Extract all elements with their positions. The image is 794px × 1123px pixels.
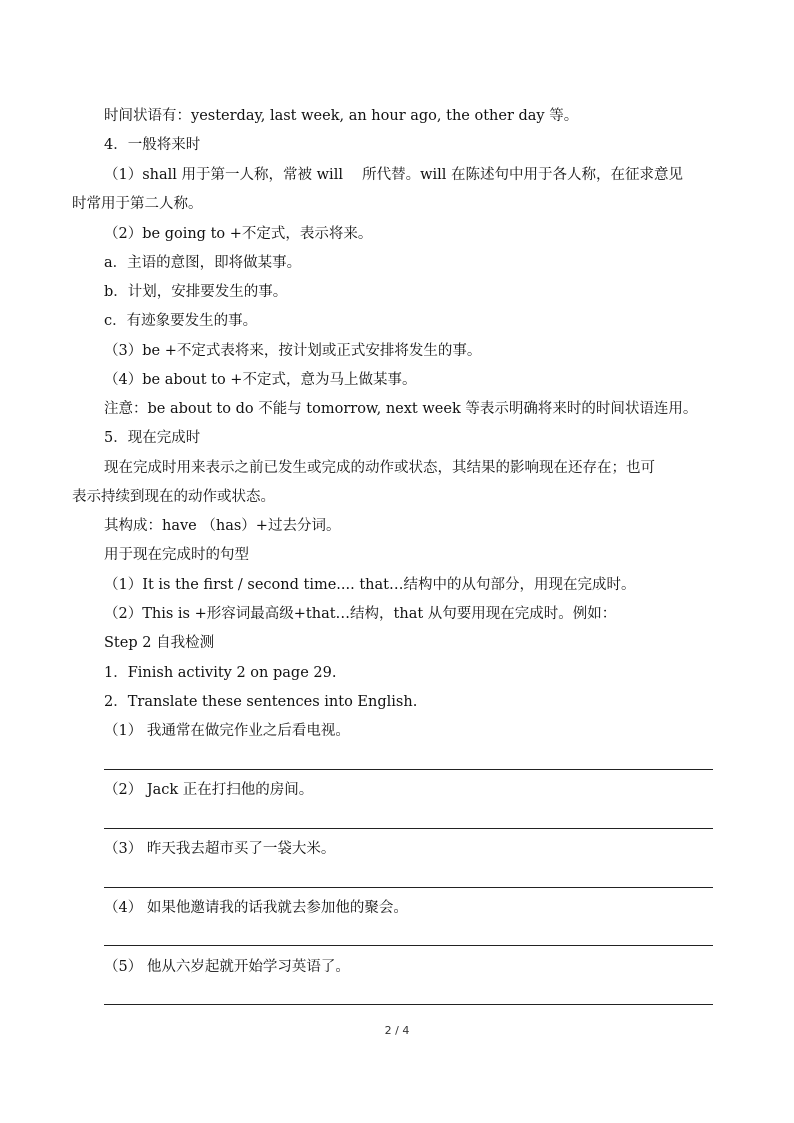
text-line: a．主语的意图，即将做某事。 (104, 255, 302, 271)
text-line: 现在完成时用来表示之前已发生或完成的动作或状态，其结果的影响现在还存在；也可 (104, 460, 655, 476)
answer-line[interactable] (104, 769, 713, 770)
text-line: c．有迹象要发生的事。 (104, 313, 258, 329)
text-line: 2．Translate these sentences into English. (104, 694, 418, 710)
text-line: 其构成：have （has）+过去分词。 (104, 518, 341, 534)
text-line: b．计划，安排要发生的事。 (104, 284, 288, 300)
section-heading: 5．现在完成时 (104, 430, 201, 446)
exercise-item: （1） 我通常在做完作业之后看电视。 (104, 723, 350, 739)
text-line: 用于现在完成时的句型 (104, 547, 249, 563)
note-line: 注意：be about to do 不能与 tomorrow, next week 等表示明确将来时的时间状语连用。 (104, 401, 698, 417)
text-line: 时间状语有：yesterday, last week, an hour ago, the other day 等。 (104, 108, 579, 124)
exercise-item: （4） 如果他邀请我的话我就去参加他的聚会。 (104, 900, 408, 916)
answer-line[interactable] (104, 887, 713, 888)
text-line: （1）shall 用于第一人称，常被 will 所代替。will 在陈述句中用于各人称，在征求意见 (104, 167, 684, 183)
text-line: （4）be about to +不定式，意为马上做某事。 (104, 372, 417, 388)
page-number: 2 / 4 (384, 1024, 410, 1037)
text-line: （2）This is +形容词最高级+that…结构，that 从句要用现在完成时。例如： (104, 606, 617, 622)
exercise-item: （2） Jack 正在打扫他的房间。 (104, 782, 314, 798)
exercise-item: （3） 昨天我去超市买了一袋大米。 (104, 841, 336, 857)
section-heading: 4．一般将来时 (104, 137, 201, 153)
text-line: （1）It is the first / second time.... that…结构中的从句部分，用现在完成时。 (104, 577, 636, 593)
answer-line[interactable] (104, 828, 713, 829)
text-line: （3）be +不定式表将来，按计划或正式安排将发生的事。 (104, 343, 482, 359)
text-line: 1．Finish activity 2 on page 29. (104, 665, 337, 681)
text-line: 表示持续到现在的动作或状态。 (72, 489, 275, 505)
step-heading: Step 2 自我检测 (104, 635, 215, 651)
answer-line[interactable] (104, 945, 713, 946)
exercise-item: （5） 他从六岁起就开始学习英语了。 (104, 959, 350, 975)
text-line: 时常用于第二人称。 (72, 196, 203, 212)
text-line: （2）be going to +不定式，表示将来。 (104, 226, 373, 242)
answer-line[interactable] (104, 1004, 713, 1005)
